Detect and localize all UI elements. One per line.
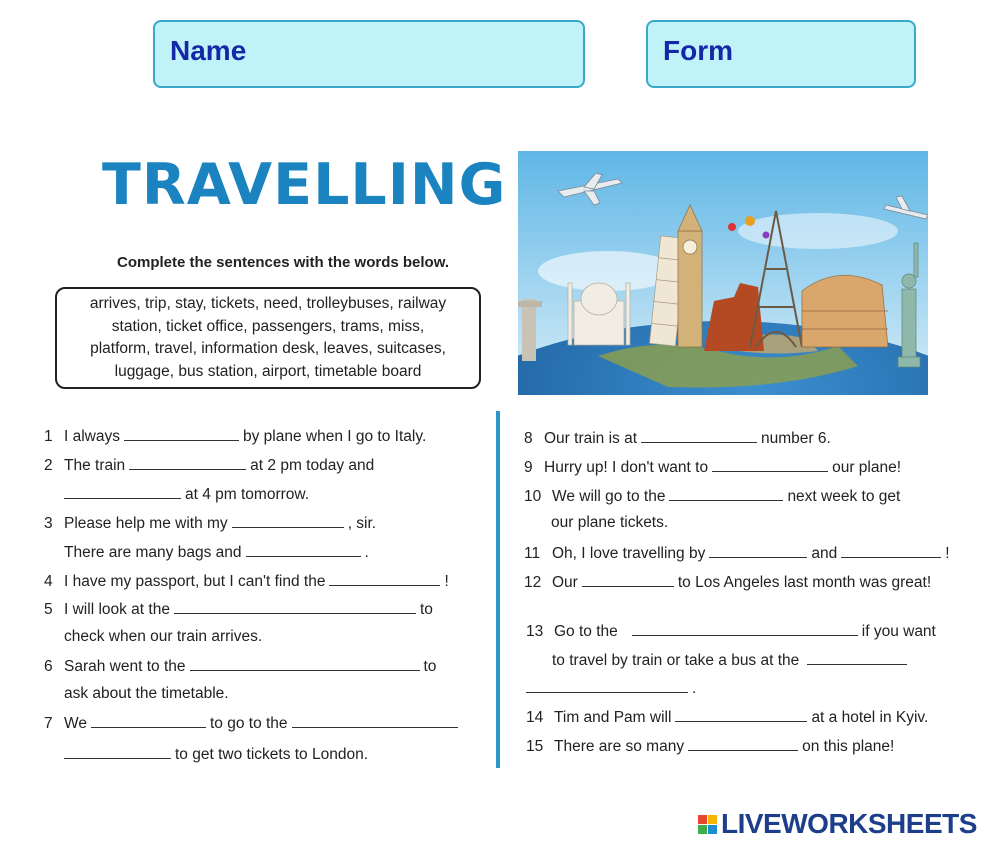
answer-blank[interactable] (64, 744, 171, 759)
column-divider (496, 411, 500, 768)
answer-blank[interactable] (526, 678, 688, 693)
liveworksheets-logo[interactable] (698, 808, 977, 840)
sentence-3-cont: There are many bags and . (64, 544, 369, 561)
answer-blank[interactable] (246, 542, 361, 557)
form-field[interactable] (646, 20, 916, 88)
word-bank-line: platform, travel, information desk, leaves, suitcases, (90, 340, 446, 357)
sentence-15: 15 There are so many on this plane! (526, 738, 895, 755)
answer-blank[interactable] (329, 571, 440, 586)
liveworksheets-mark-icon (698, 815, 717, 834)
sentence-2-cont: at 4 pm tomorrow. (60, 484, 309, 504)
name-field[interactable] (153, 20, 585, 88)
sentence-1: 1 I always by plane when I go to Italy. (44, 428, 427, 445)
sentence-14: 14 Tim and Pam will at a hotel in Kyiv. (526, 709, 929, 726)
instruction: Complete the sentences with the words below. (117, 254, 449, 271)
sentence-13: 13 Go to the if you want (526, 623, 936, 640)
sentence-9: 9 Hurry up! I don't want to our plane! (524, 459, 902, 476)
answer-blank[interactable] (807, 650, 907, 665)
word-bank-line: luggage, bus station, airport, timetable board (114, 362, 422, 380)
sentence-13-end: . (526, 678, 696, 698)
travel-landmarks-image (518, 151, 928, 395)
answer-blank[interactable] (292, 713, 458, 728)
answer-blank[interactable] (232, 513, 344, 528)
answer-blank[interactable] (582, 572, 674, 587)
sentence-10-cont: our plane tickets. (551, 514, 669, 531)
answer-blank[interactable] (632, 621, 858, 636)
sentence-11: 11 Oh, I love travelling by and ! (524, 545, 950, 562)
worksheet-title: TRAVELLING (102, 152, 507, 218)
answer-blank[interactable] (174, 599, 416, 614)
word-bank-line: station, ticket office, passengers, trams, miss, (111, 317, 425, 335)
sentence-3: 3 Please help me with my , sir. (44, 515, 377, 532)
logo-text: LIVEWORKSHEETS (721, 808, 977, 839)
sentence-5-cont: check when our train arrives. (64, 628, 263, 645)
answer-blank[interactable] (190, 656, 420, 671)
word-bank (55, 287, 481, 389)
sentence-12: 12 Our to Los Angeles last month was great! (524, 574, 932, 591)
sentence-8: 8 Our train is at number 6. (524, 430, 831, 447)
sentence-6: 6 Sarah went to the to (44, 658, 437, 675)
answer-blank[interactable] (712, 457, 828, 472)
sentence-10: 10 We will go to the next week to get (524, 488, 901, 505)
sentence-6-cont: ask about the timetable. (64, 685, 229, 702)
answer-blank[interactable] (841, 543, 941, 558)
sentence-5: 5 I will look at the to (44, 601, 433, 618)
sentence-7-cont: to get two tickets to London. (60, 744, 368, 764)
answer-blank[interactable] (709, 543, 807, 558)
name-label: Name (170, 35, 247, 66)
sentence-4: 4 I have my passport, but I can't find the ! (44, 573, 449, 590)
answer-blank[interactable] (124, 426, 239, 441)
answer-blank[interactable] (688, 736, 798, 751)
sentence-7: 7 We to go to the (44, 713, 462, 733)
sentence-2: 2 The train at 2 pm today and (44, 457, 375, 474)
answer-blank[interactable] (641, 428, 757, 443)
sentence-13-cont: to travel by train or take a bus at the (552, 650, 911, 670)
answer-blank[interactable] (91, 713, 206, 728)
answer-blank[interactable] (669, 486, 783, 501)
answer-blank[interactable] (675, 707, 807, 722)
answer-blank[interactable] (129, 455, 246, 470)
form-label: Form (663, 35, 733, 66)
word-bank-line: arrives, trip, stay, tickets, need, trolleybuses, railway (89, 295, 447, 312)
answer-blank[interactable] (64, 484, 181, 499)
